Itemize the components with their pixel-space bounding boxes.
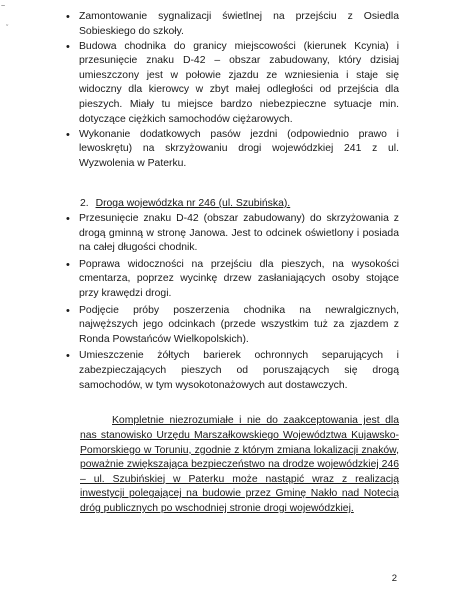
bullet-icon: • (66, 258, 70, 271)
top-bullet-list (66, 10, 399, 172)
bullet-icon: • (66, 213, 70, 225)
list-item-text: Budowa chodnika do granicy miejscowości (kierunek Kcynia) i przesunięcie znaku D-42 – obszar zabudowany, który dzisiaj umieszczony jest w połowie zjazdu ze wzniesienia i staje się widoczny dla kierowcy w zbyt małej odległości od przejścia dla pieszych. Miały tu miejsce bardzo niebezpieczne sytuacje min. dotyczące ciężkich samochodów ciężarowych. (79, 40, 399, 125)
page-number: 2 (391, 573, 397, 584)
scan-mark: ˇ (6, 25, 9, 32)
scan-mark: ~ (1, 3, 6, 10)
list-item (66, 10, 399, 39)
list-item-text: Przesunięcie znaku D-42 (obszar zabudowany) do skrzyżowania z drogą gminną w stronę Janowa. Jest to odcinek oświetlony i posiada na całej długości chodnik. (79, 213, 399, 254)
bullet-icon: • (66, 350, 70, 363)
bullet-icon: • (66, 40, 70, 53)
list-item-text: Wykonanie dodatkowych pasów jezdni (odpowiednio prawo i lewoskrętu) na skrzyżowaniu drogi wojewódzkiej 241 z ul. Wyzwolenia w Paterku. (79, 128, 399, 169)
list-item (66, 128, 399, 172)
bullet-icon: • (66, 128, 70, 141)
section-bullet-list (66, 212, 399, 395)
list-item-text: Podjęcie próby poszerzenia chodnika na newralgicznych, najwęższych jego odcinkach (przede wszystkim tuż za zjazdem z Ronda Powstańców Wielkopolskich). (79, 304, 399, 345)
bullet-icon: • (66, 11, 70, 23)
section-number: 2. (80, 198, 89, 209)
section-title: Droga wojewódzka nr 246 (ul. Szubińska). (95, 198, 291, 209)
list-item-text: Zamontowanie sygnalizacji świetlnej na przejściu z Osiedla Sobieskiego do szkoły. (79, 11, 399, 37)
closing-paragraph: Kompletnie niezrozumiałe i nie do zaakceptowania jest dla nas stanowisko Urzędu Marszałkowskiego Województwa Kujawsko-Pomorskiego w Toruniu, zgodnie z którym zmiana lokalizacji znaków, poważnie zwiększająca bezpieczeństwo na drodze wojewódzkiej 246 – ul. Szubińskiej w Paterku może nastąpić wraz z realizacją inwestycji polegającej na budowie przez Gminę Nakło nad Notecią dróg publicznych po wschodniej stronie drogi wojewódzkiej. (80, 415, 399, 514)
list-item (66, 40, 399, 128)
list-item (66, 258, 399, 302)
list-item-text: Umieszczenie żółtych barierek ochronnych separujących i zabezpieczających pieszych od poruszających się drogą samochodów, w tym wysokotonażowych aut dostawczych. (79, 350, 399, 391)
bullet-icon: • (66, 304, 70, 317)
list-item (66, 212, 399, 256)
list-item (66, 349, 399, 393)
list-item-text: Poprawa widoczności na przejściu dla pieszych, na wysokości cmentarza, poprzez wycinkę drzew zasłaniających osoby stojące przy krawędzi drogi. (79, 258, 399, 299)
section-heading (80, 197, 290, 211)
list-item (66, 304, 399, 348)
